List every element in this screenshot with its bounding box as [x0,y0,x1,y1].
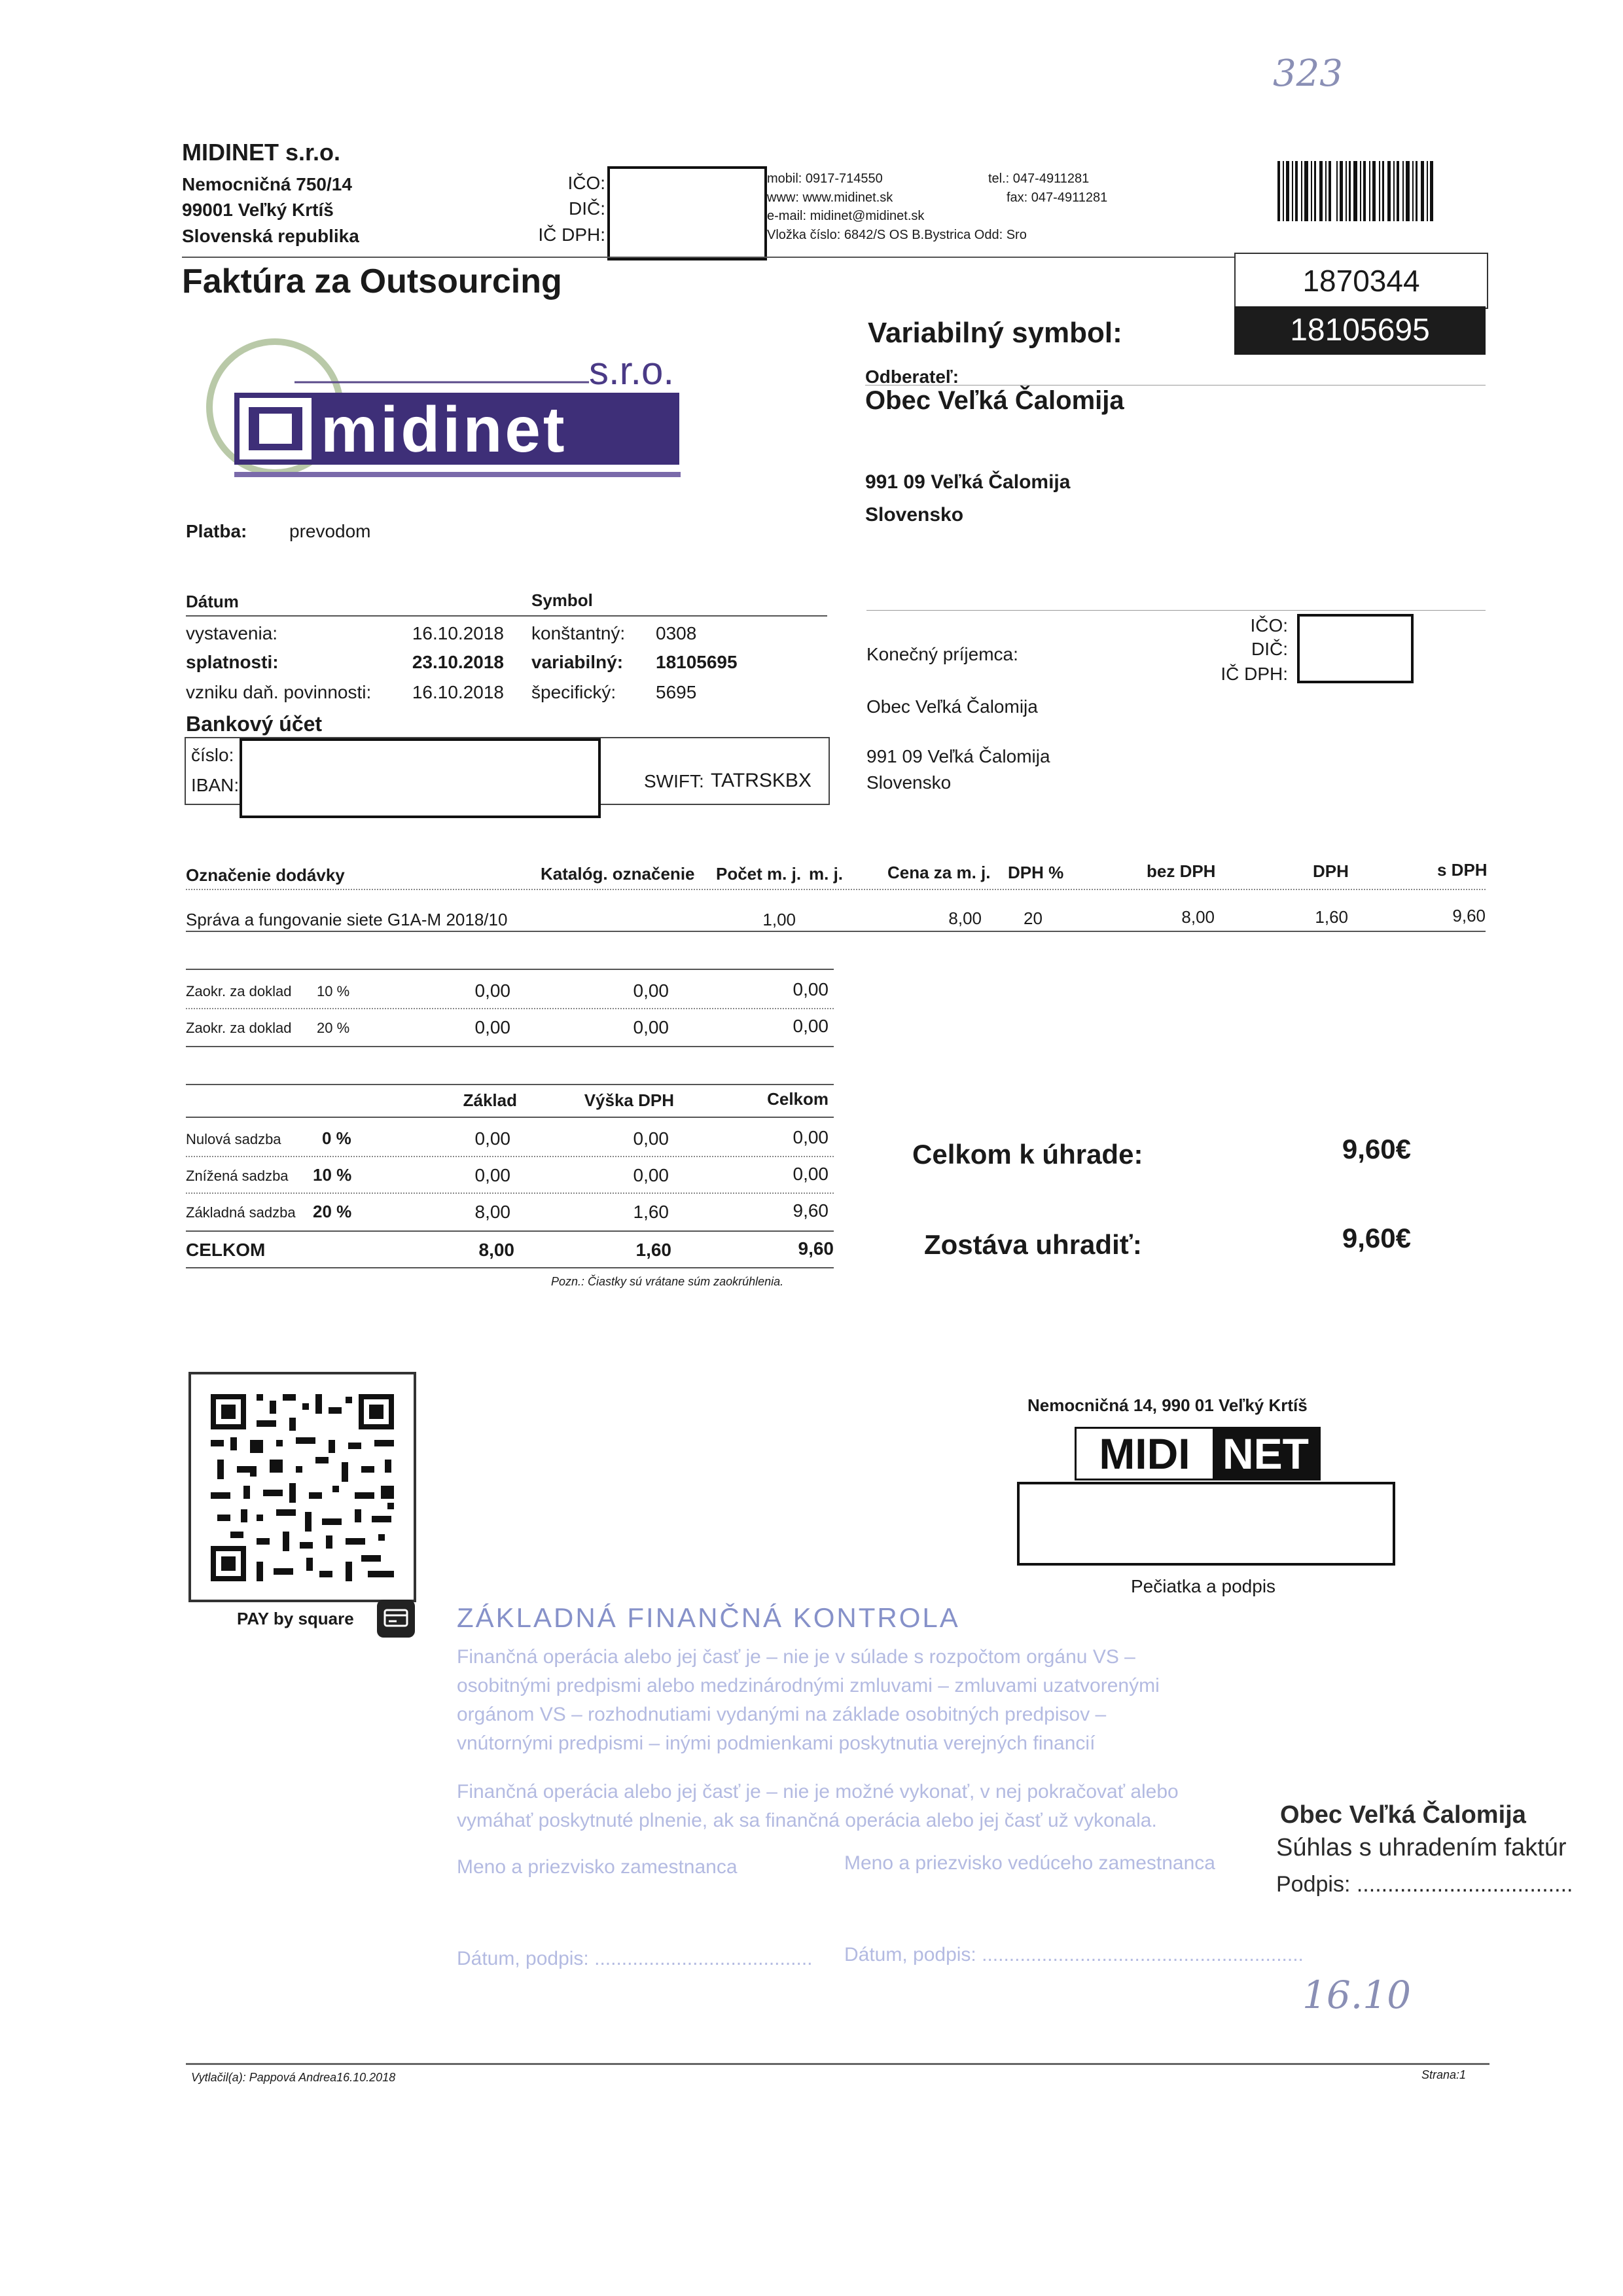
vat-total-top-rule [186,1230,834,1232]
customer-city: 991 09 Veľká Čalomija [865,471,1071,493]
date-label-vzniku: vzniku daň. povinnosti: [186,682,372,702]
item-net: 8,00 [1181,907,1215,927]
payment-value: prevodom [289,521,371,541]
symbol-label-specificky: špecifický: [531,682,616,702]
rounding-label-10: Zaokr. za doklad [186,983,292,999]
issuer-country: Slovenská republika [182,226,359,246]
contact-fax: fax: 047-4911281 [1007,190,1108,205]
handwritten-corner-note: 323 [1273,52,1343,95]
item-description: Správa a fungovanie siete G1A-M 2018/10 [186,910,508,929]
recipient-dic-label: DIČ: [1251,639,1288,659]
rounding-rate-10: 10 % [317,983,350,999]
vat-row-label-2: Základná sadzba [186,1204,296,1221]
issuer-icdph-label: IČ DPH: [538,224,605,245]
stamp-logo-right: NET [1213,1429,1319,1479]
rounding-mid-rule [186,1008,834,1009]
rounding-b-10: 0,00 [633,980,669,1001]
recipient-ico-label: IČO: [1250,615,1288,636]
vat-row-base-0: 0,00 [474,1128,510,1149]
invoice-title: Faktúra za Outsourcing [182,262,562,300]
total-due-value: 9,60€ [1342,1134,1411,1164]
vat-row-rate-0: 0 % [322,1128,351,1148]
stamp-logo [1075,1427,1321,1480]
items-bottom-rule [186,931,1486,932]
pay-by-square-label: PAY by square [237,1609,354,1628]
vat-col-vat: Výška DPH [584,1090,674,1110]
contact-www[interactable]: www: www.midinet.sk [767,190,893,205]
issuer-name: MIDINET s.r.o. [182,139,341,166]
midinet-logo [196,334,681,484]
invoice-number: 1870344 [1302,264,1420,298]
vat-row-total-2: 9,60 [793,1200,829,1221]
customer-country: Slovensko [865,504,964,526]
payment-label: Platba: [186,521,247,541]
vat-row-rule-1 [186,1193,834,1194]
issuer-street: Nemocničná 750/14 [182,174,352,194]
rounding-a-10: 0,00 [474,980,510,1001]
footer-rule [186,2063,1489,2065]
total-due-label: Celkom k úhrade: [912,1139,1143,1170]
vat-row-total-0: 0,00 [793,1127,829,1147]
symbol-value-konstantny: 0308 [656,623,697,643]
contact-tel: tel.: 047-4911281 [988,171,1090,186]
swift-value: TATRSKBX [711,770,812,791]
rounding-label-20: Zaokr. za doklad [186,1020,292,1036]
approval-stamp-text: Súhlas s uhradením faktúr [1276,1834,1567,1861]
date-value-vystavenia: 16.10.2018 [412,623,504,643]
recipient-country: Slovensko [866,772,952,793]
symbol-value-variabilny: 18105695 [656,652,738,672]
vat-row-vat-2: 1,60 [633,1202,669,1222]
dates-header: Dátum [186,592,239,611]
handwritten-date: 16.10 [1302,1973,1412,2017]
rounding-bottom-rule [186,1046,834,1047]
stamp-address: Nemocničná 14, 990 01 Veľký Krtíš [1027,1395,1308,1415]
control-stamp-line-2: osobitnými predpismi alebo medzinárodnými zmluvami – zmluvami uzatvorenými [457,1675,1160,1696]
items-col-unit-price: Cena za m. j. [887,863,991,882]
contact-mobil: mobil: 0917-714550 [767,171,883,186]
control-stamp-date-sign-2: Dátum, podpis: ........................................................... [844,1944,1304,1965]
vat-summary-top-rule [186,1084,834,1085]
vat-row-rule-0 [186,1156,834,1157]
bank-number-label: číslo: [191,745,234,765]
vat-row-base-2: 8,00 [474,1202,510,1222]
control-stamp-manager: Meno a priezvisko vedúceho zamestnanca [844,1852,1215,1874]
items-col-catalog: Katalóg. označenie [541,864,695,884]
approval-stamp-sign: Podpis: ................................... [1276,1872,1573,1897]
items-col-vat-rate: DPH % [1008,863,1064,882]
vat-total-vat: 1,60 [635,1240,671,1260]
qr-code-icon [188,1372,416,1602]
control-stamp-employee: Meno a priezvisko zamestnanca [457,1856,738,1878]
control-stamp-line-6: vymáhať poskytnuté plnenie, ak sa finančná operácia alebo jej časť už vykonala. [457,1810,1157,1831]
issuer-city: 99001 Veľký Krtíš [182,200,334,220]
rounding-rate-20: 20 % [317,1020,350,1036]
symbol-label-konstantny: konštantný: [531,623,626,643]
recipient-label: Konečný príjemca: [866,644,1018,664]
rounding-c-10: 0,00 [793,979,829,999]
items-col-gross: s DPH [1437,860,1488,880]
customer-name: Obec Veľká Čalomija [865,386,1124,415]
bank-iban-label: IBAN: [191,775,240,795]
vat-total-label: CELKOM [186,1240,266,1260]
control-stamp-line-4: vnútornými predpismi – inými podmienkami poskytnutia verejných financií [457,1732,1096,1754]
contact-vlozka: Vložka číslo: 6842/S OS B.Bystrica Odd: Sro [767,228,1027,242]
item-vat-rate: 20 [1024,908,1043,928]
bank-redaction-box [240,738,601,818]
variable-symbol-value: 18105695 [1290,313,1430,348]
date-label-splatnosti: splatnosti: [186,652,279,672]
issuer-ico-label: IČO: [567,173,605,193]
footer-page: Strana:1 [1421,2068,1467,2081]
control-stamp-line-3: orgánom VS – rozhodnutiami vydanými na základe osobitných predpisov – [457,1704,1107,1725]
recipient-icdph-label: IČ DPH: [1221,664,1288,684]
items-col-vat: DPH [1313,861,1349,881]
footer-printed-by: Vytlačil(a): Pappová Andrea16.10.2018 [191,2071,396,2084]
stamp-redaction-box [1017,1482,1395,1566]
control-stamp-line-1: Finančná operácia alebo jej časť je – nie je v súlade s rozpočtom orgánu VS – [457,1646,1135,1668]
vat-total-total: 9,60 [798,1238,834,1259]
header-rule [182,257,1234,258]
total-remaining-value: 9,60€ [1342,1223,1411,1253]
date-value-splatnosti: 23.10.2018 [412,652,504,672]
symbols-header: Symbol [531,590,593,610]
vat-row-rate-2: 20 % [313,1202,352,1221]
barcode-icon [1277,161,1433,221]
logo-suffix: s.r.o. [589,349,675,393]
vat-row-vat-1: 0,00 [633,1165,669,1185]
rounding-a-20: 0,00 [474,1017,510,1037]
items-col-description: Označenie dodávky [186,865,345,885]
control-stamp-line-5: Finančná operácia alebo jej časť je – nie je možné vykonať, v nej pokračovať alebo [457,1781,1179,1803]
recipient-id-redaction-box [1297,614,1414,683]
vat-row-total-1: 0,00 [793,1164,829,1184]
rounding-c-20: 0,00 [793,1016,829,1036]
item-qty: 1,00 [762,910,796,929]
items-col-unit: m. j. [809,864,844,884]
items-header-rule [186,889,1486,890]
stamp-sign-label: Pečiatka a podpis [1131,1576,1276,1596]
issuer-id-redaction-box [607,166,767,260]
rounding-top-rule [186,969,834,970]
recipient-rule [866,610,1486,611]
item-unit-price: 8,00 [948,908,982,928]
approval-stamp-name: Obec Veľká Čalomija [1280,1801,1526,1829]
vat-col-total: Celkom [767,1089,829,1109]
item-vat: 1,60 [1315,907,1348,927]
control-stamp-date-sign-1: Dátum, podpis: ........................................ [457,1948,813,1969]
items-col-qty: Počet m. j. [716,864,802,884]
symbol-label-variabilny: variabilný: [531,652,624,672]
recipient-name: Obec Veľká Čalomija [866,696,1038,717]
vat-row-label-0: Nulová sadzba [186,1131,281,1147]
vat-row-label-1: Znížená sadzba [186,1168,289,1184]
card-icon [377,1600,415,1638]
swift-label: SWIFT: [644,771,704,791]
customer-rule [865,385,1486,386]
vat-summary-note: Pozn.: Čiastky sú vrátane súm zaokrúhlenia. [551,1275,784,1288]
date-label-vystavenia: vystavenia: [186,623,278,643]
variable-symbol-box [1234,306,1486,355]
rounding-b-20: 0,00 [633,1017,669,1037]
items-col-net: bez DPH [1147,861,1216,881]
vat-total-base: 8,00 [478,1240,514,1260]
control-stamp-title: ZÁKLADNÁ FINANČNÁ KONTROLA [457,1602,960,1633]
vat-col-base: Základ [463,1090,517,1110]
stamp-logo-left: MIDI [1077,1429,1213,1479]
contact-email[interactable]: e-mail: midinet@midinet.sk [767,209,925,223]
control-stamp-paragraph-2 [457,1778,1179,1835]
bank-header: Bankový účet [186,712,323,736]
control-stamp-paragraph-1 [457,1643,1160,1758]
vat-row-vat-0: 0,00 [633,1128,669,1149]
symbol-value-specificky: 5695 [656,682,697,702]
date-value-vzniku: 16.10.2018 [412,682,504,702]
vat-row-base-1: 0,00 [474,1165,510,1185]
vat-header-rule [186,1117,834,1118]
logo-text: midinet [321,393,567,465]
total-remaining-label: Zostáva uhradiť: [924,1229,1142,1260]
issuer-dic-label: DIČ: [569,198,605,219]
variable-symbol-label: Variabilný symbol: [868,317,1122,349]
item-gross: 9,60 [1452,906,1486,925]
vat-row-rate-1: 10 % [313,1165,352,1185]
recipient-city: 991 09 Veľká Čalomija [866,746,1050,766]
customer-label: Odberateľ: [865,367,959,387]
vat-total-bottom-rule [186,1267,834,1268]
dates-rule [186,615,827,617]
invoice-number-box [1234,253,1488,309]
